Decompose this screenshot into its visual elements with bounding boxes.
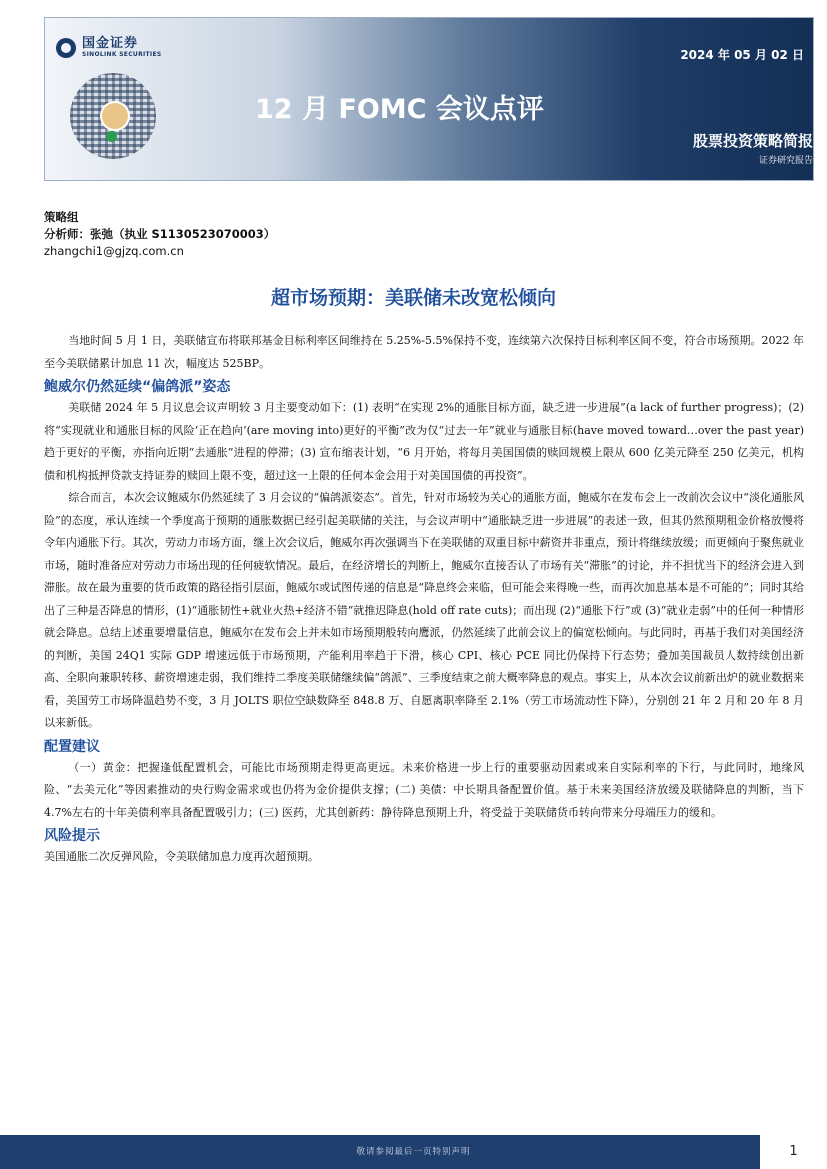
intro-paragraph: 当地时间 5 月 1 日，美联储宣布将联邦基金目标利率区间维持在 5.25%-5.5%保持不变，连续第六次保持目标利率区间不变，符合市场预期。2022 年至今美联储累计加息 11 次，幅度达 525BP。: [44, 334, 804, 370]
section-heading-powell: 鲍威尔仍然延续“偏鸽派”姿态: [44, 379, 231, 395]
company-logo: [56, 37, 161, 58]
report-date: 2024 年 05 月 02 日: [680, 48, 804, 62]
logo-name-cn: 国金证券: [82, 36, 139, 51]
report-type: 股票投资策略简报: [692, 132, 813, 150]
logo-mark-icon: [56, 38, 76, 58]
analysis-paragraph: 综合而言，本次会议鲍威尔仍然延续了 3 月会议的“偏鸽派姿态”。首先，针对市场较为关心的通胀方面，鲍威尔在发布会上一改前次会议中“淡化通胀风险”的态度，承认连续一个季度高于预期的通胀数据已经引起美联储的关注，与会议声明中“通胀缺乏进一步进展”的表述一致，但其仍然预期租金价格放慢将令年内通胀下行。其次，劳动力市场方面，继上次会议后，鲍威尔再次强调当下在美联储的双重目标中薪资并非重点，预计将继续放缓；而更倾向于聚焦就业市场，随时准备应对劳动力市场出现的任何疲软情况。最后，在经济增长的判断上，鲍威尔直接否认了市场有关“滞胀”的讨论，并不担忧当下的经济会进入到滞胀。故在最为重要的货币政策的路径指引层面，鲍威尔或试图传递的信息是“降息终会来临，但可能会来得晚一些，而再次加息基本是不可能的”；同时其给出了三种是否降息的情形，(1)“通胀韧性+就业火热+经济不错”就推迟降息(hold off rate cuts)；而出现 (2)“通胀下行”或 (3)“就业走弱”中的任何一种情形就会降息。总结上述重要增量信息，鲍威尔在发布会上并未如市场预期般转向鹰派，仍然延续了此前会议上的偏宽松倾向。与此同时，再基于我们对美国经济的判断，美国 24Q1 实际 GDP 增速远低于市场预期，产能利用率趋于下滑，核心 CPI、核心 PCE 同比仍保持下行态势；叠加美国裁员人数持续创出新高、全职向兼职转移、薪资增速走弱，我们维持二季度美联储继续偏“鸽派”、三季度结束之前大概率降息的观点。事实上，从本次会议前新出炉的就业数据来看，美国劳工市场降温趋势不变，3 月 JOLTS 职位空缺数降至 848.8 万、自愿离职率降至 2.1%（劳工市场流动性下降），分别创 21 年 2 月和 20 年 8 月以来新低。: [44, 491, 804, 729]
allocation-paragraph: （一）黄金：把握逢低配置机会，可能比市场预期走得更高更远。未来价格进一步上行的重要驱动因素或来自实际利率的下行，与此同时，地缘风险、“去美元化”等因素推动的央行购金需求或也仍将为金价提供支撑；(二) 美债：中长期具备配置价值。基于未来美国经济放缓及联储降息的判断，当下 4.7%左右的十年美债利率具备配置吸引力；(三) 医药，尤其创新药：静待降息预期上升，将受益于美联储货币转向带来分母端压力的缓和。: [44, 760, 804, 819]
logo-name-en: SINOLINK SECURITIES: [82, 51, 162, 58]
headline: 超市场预期：美联储未改宽松倾向: [270, 287, 556, 309]
analyst-name: 分析师：张弛（执业 S1130523070003）: [44, 227, 276, 241]
footer-bar: [0, 1135, 827, 1169]
section-heading-allocation: 配置建议: [44, 738, 100, 755]
author-block: [44, 209, 275, 260]
report-subtype: 证券研究报告: [758, 156, 813, 166]
footer-disclaimer: 敬请参阅最后一页特别声明: [356, 1147, 471, 1157]
statement-changes-paragraph: 美联储 2024 年 5 月议息会议声明较 3 月主要变动如下：(1) 表明“在实现 2%的通胀目标方面，缺乏进一步进展”(a lack of further progress)；(2) 将“实现就业和通胀目标的风险‘正在趋向’(are moving into)更好的平衡”改为仅“过去一年”就业与通胀目标(have moved toward…over the past year)趋于更好的平衡，亦指向近期“去通胀”进程的停滞；(3) 宣布缩表计划，“6 月开始，将每月美国国债的赎回规模上限从 600 亿美元降至 250 亿美元，机构债和机构抵押贷款支持证券的赎回上限不变，超过这一上限的任何本金会用于对美国国债的再投资”。: [44, 401, 804, 482]
qr-badge-icon: [106, 131, 117, 142]
qr-code: [70, 73, 156, 159]
section-heading-risk: 风险提示: [44, 828, 100, 844]
qr-center-logo-icon: [100, 101, 130, 131]
report-title: 12 月 FOMC 会议点评: [255, 94, 544, 125]
report-body: [44, 330, 804, 869]
team-name: 策略组: [44, 210, 79, 224]
page-number: 1: [760, 1135, 827, 1169]
risk-paragraph: 美国通胀二次反弹风险，令美联储加息力度再次超预期。: [44, 850, 319, 863]
analyst-email: zhangchi1@gjzq.com.cn: [44, 244, 184, 258]
